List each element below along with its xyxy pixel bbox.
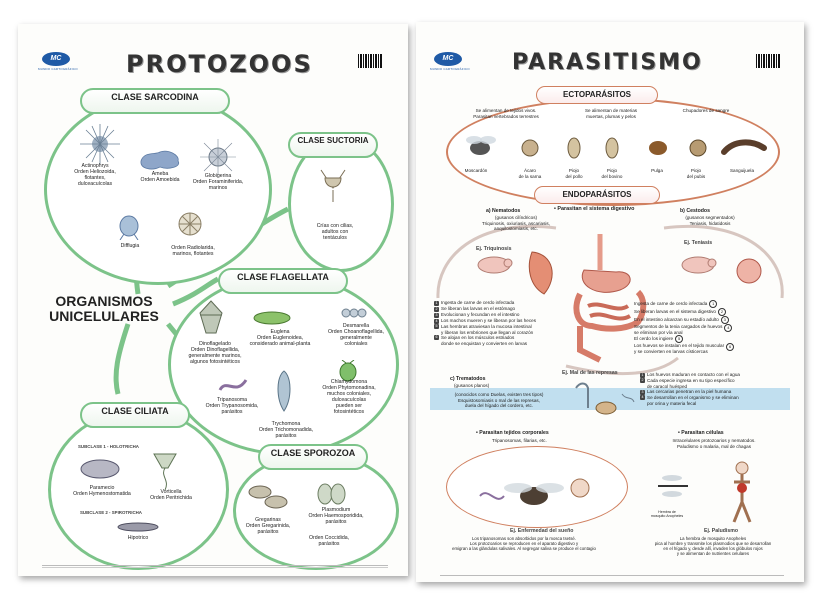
cestodos-step-4-text: Segmentos de la tenia cargados de huevos se eliminan por vía anal	[634, 324, 723, 335]
ecto-group-2-text: Se alimentan de materias muertas, plumas y pelos	[584, 108, 638, 119]
trematodos-step-1: 1 Los huevos maduran en contacto con el agua	[641, 372, 740, 377]
ecto-animal-1: Ácaro de la sarna	[518, 168, 542, 179]
organismos-unicelulares-text: ORGANISMOS UNICELULARES	[49, 293, 159, 325]
globigerina-icon	[198, 139, 238, 175]
piojo-pubis-icon	[690, 140, 706, 156]
dinoflagelado-text: Dinoflagelado Orden Dinoflagellida, generalmente marinos, algunos fotosintéticos	[188, 341, 242, 365]
ecto-animal-2: Piojo del pollo	[565, 168, 583, 179]
trychomona-label	[250, 422, 322, 440]
euglena-icon	[250, 309, 294, 327]
cestodos-step-5-text: El cerdo los ingiere	[634, 336, 674, 341]
nematodos-step-4-text: Los machos mueren y se liberan por las heces	[441, 318, 536, 323]
tissue-icon	[734, 256, 764, 286]
cestodos-steps	[634, 300, 794, 354]
ectoparasites-illustrations	[462, 126, 772, 166]
plasmodium-icon	[316, 482, 346, 506]
vorticella-icon	[150, 450, 180, 490]
globigerina-label	[186, 174, 250, 192]
plasmodium-text: Plasmodium Orden Haemosporidida, parásitos	[308, 507, 364, 525]
difflugia-text: Difflugia	[120, 243, 140, 249]
trematodos-example: Ej. Mal de las represas	[562, 370, 618, 376]
cestodos-step-2: Se liberan larvas en el sistema digestivo 2	[634, 308, 794, 316]
cells-text: La hembra de mosquito Anopheles pica al hombre y transmite los plasmodios que se desarrollan en el hígado y, desde allí, invaden los glóbulos rojos y se alimentan de nutrientes celulares	[654, 536, 772, 557]
ecto-group-1-text: Se alimentan de tejidos vivos. Parasitan vertebrados terrestres	[473, 108, 539, 119]
cestodos-step-3-text: En el intestino alcanzan su estadío adulto	[634, 317, 719, 322]
brand-logo: MC	[434, 52, 462, 66]
sporozoa-heading	[258, 444, 368, 470]
mosquito-label: Hembra de mosquito Anopheles	[650, 510, 684, 519]
ecto-group-1	[456, 108, 556, 119]
pig-icon	[474, 254, 514, 276]
trematodos-title: c) Trematodos	[450, 376, 486, 382]
desmarella-label	[324, 324, 388, 348]
difflugia-label	[110, 244, 150, 250]
nematodos-example: Ej. Triquinosis	[476, 246, 512, 252]
hipotrico-label	[114, 536, 162, 542]
piojo-bovino-icon	[606, 138, 618, 158]
coccidida-label	[294, 536, 364, 548]
gregarinas-icon	[246, 482, 290, 512]
cestodos-step-3: En el intestino alcanzan su estadío adulto 3	[634, 316, 794, 324]
nematodos-step-6: 6 Se alojan en los músculos estriados donde se enquistan y convierten en larvas	[435, 335, 528, 346]
dinoflagelado-label	[176, 342, 254, 366]
paramecio-label	[62, 486, 142, 498]
muscle-icon	[524, 248, 564, 298]
nematodos-step-2-text: Se liberan las larvas en el estómago	[441, 306, 516, 311]
gregarinas-label	[238, 518, 298, 536]
sanguijuela-icon	[724, 142, 764, 152]
paramecio-icon	[78, 456, 122, 482]
cestodos-step-4: Segmentos de la tenia cargados de huevos se eliminan por vía anal 4	[634, 324, 794, 335]
hipotrico-icon	[116, 520, 160, 534]
barcode-icon	[756, 54, 780, 68]
trychomona-icon	[274, 369, 294, 413]
ecto-animal-5: Piojo del pubis	[686, 168, 706, 179]
ameba-text: Ameba Orden Amoebida	[140, 171, 180, 183]
cestodos-title: b) Cestodos	[680, 208, 710, 214]
suctoria-label	[300, 224, 370, 242]
cestodos-step-6: Los huevos se instalan en el tejido muscular y se convierten en larvas císticercas 6	[634, 343, 794, 354]
nematodos-title: a) Nematodos	[486, 208, 521, 214]
nematodos-step-5-text: Las hembras atraviesan la mucosa intestinal y liberan los embriones que llegan al corazón	[441, 324, 534, 335]
trematodos-steps	[640, 372, 800, 406]
ecto-group-2	[566, 108, 656, 119]
parasitismo-poster	[416, 22, 804, 582]
hipotrico-text: Hipotrico	[127, 535, 149, 541]
ecto-animal-6: Sanguijuela	[729, 168, 754, 173]
cestodos-step-1: Ingesta de carne de cerdo infectada 1	[634, 300, 794, 308]
organismos-unicelulares-title	[34, 294, 174, 325]
trematodos-desc: (gusanos planos)	[454, 383, 490, 388]
euglena-label	[244, 330, 316, 348]
trematodos-step-2: 2 Cada especie ingresa en su tipo específico de caracol huésped	[641, 378, 735, 389]
tripanosoma-text: Tripanosoma Orden Trypanosomida, parásitos	[205, 397, 259, 415]
nematodos-desc: (gusanos cilíndricos) Triquinosis, oxiuriasis, ascariasis, anquilostomiasis, etc.	[482, 215, 550, 231]
nematodos-step-1-text: Ingesta de carne de cerdo infectada	[441, 300, 515, 305]
ciliata-heading	[80, 402, 190, 428]
endo-heading: ENDOPARÁSITOS	[534, 186, 660, 204]
trematodos-left-note: (conocidos como Duelas, existen tres tipos) Esquistosomiasis o mal de las represas, duela del hígado del cordero, etc.	[454, 392, 544, 408]
ecto-animal-4: Pulga	[651, 168, 663, 173]
sporozoa-heading-text: CLASE SPOROZOA	[270, 448, 356, 458]
brand-logo-subtitle: MUNDO CARTOGRÁFICO	[430, 67, 470, 71]
brand-logo-subtitle: MUNDO CARTOGRÁFICO	[38, 67, 78, 71]
vorticella-text: Vorticella Orden Peritrichida	[150, 489, 192, 501]
desmarella-icon	[340, 304, 368, 322]
pig-icon-2	[678, 254, 718, 276]
nematodos-step-2: 2 Se liberan las larvas en el estómago	[435, 306, 516, 311]
actinophrys-text: Actinophrys Orden Heliozoida, flotantes, dulceacuícolas	[74, 163, 116, 187]
brand-logo: MC	[42, 52, 70, 66]
trematodos-step-4: 4 Se desarrollan en el organismo y se eliminan por orina y materia fecal	[641, 395, 739, 406]
pulga-icon	[649, 141, 667, 155]
difflugia-icon	[114, 214, 144, 240]
footer-fineprint	[42, 565, 388, 568]
nematodos-step-4: 4 Los machos mueren y se liberan por las heces	[435, 318, 536, 323]
trematodos-step-3-text: Las cercarias penetran en la piel humana	[647, 389, 732, 394]
cestodos-step-2-text: Se liberan larvas en el sistema digestivo	[634, 309, 716, 314]
ecto-group-3	[666, 108, 746, 114]
nematodos-step-5: 5 Las hembras atraviesan la mucosa intestinal y liberan los embriones que llegan al corazón	[435, 324, 534, 335]
tsetse-illustration	[474, 466, 594, 522]
nematodos-step-3-text: Evolucionan y fecundan en el intestino	[441, 312, 520, 317]
cestodos-desc: (gusanos segmentados) Teniasis, hidatidosis	[685, 215, 735, 226]
nematodos-step-6-text: Se alojan en los músculos estriados donde se enquistan y convierten en larvas	[441, 335, 528, 346]
plasmodium-label	[298, 508, 374, 526]
ecto-group-3-text: Chupadores de sangre	[682, 108, 730, 113]
cells-heading: • Parasitan células	[678, 430, 724, 436]
cells-sub: Intracelulares protozoarios y nematodos. Paludismo o malaria, mal de chagas	[672, 438, 756, 449]
sarcodina-heading	[80, 88, 230, 114]
suctoria-heading-text: CLASE SUCTORIA	[297, 136, 369, 145]
flagellata-heading	[218, 268, 348, 294]
gregarinas-text: Gregarinas Orden Gregarinida, parásitos	[245, 517, 291, 535]
chlamydomona-label	[314, 380, 384, 416]
trematodos-step-1-text: Los huevos maduran en contacto con el agua	[647, 372, 740, 377]
nematodos-step-1: 1 Ingesta de carne de cerdo infectada	[435, 300, 515, 305]
cestodos-step-1-text: Ingesta de carne de cerdo infectada	[634, 301, 708, 306]
trematodos-step-4-text: Se desarrollan en el organismo y se eliminan por orina y materia fecal	[647, 395, 739, 406]
suctoria-icon	[313, 164, 353, 204]
radiolarida-label	[158, 246, 228, 258]
cells-example: Ej. Paludismo	[704, 528, 739, 534]
radiolarida-icon	[170, 204, 210, 244]
poster-title: PROTOZOOS	[126, 50, 313, 78]
vorticella-label	[138, 490, 204, 502]
suctoria-heading	[288, 132, 378, 158]
trematodos-cycle-illustration	[566, 378, 636, 418]
desmarella-text: Desmarella Orden Choanoflagellida, generalmente coloniales	[328, 323, 384, 347]
moscardon-icon	[466, 136, 496, 155]
cestodos-example: Ej. Teniasis	[684, 240, 713, 246]
trematodos-step-3: 3 Las cercarias penetran en la piel humana	[641, 389, 732, 394]
radiolarida-text: Orden Radiolarida, marinos, flotantes	[171, 245, 215, 257]
ecto-animal-3: Piojo del bovino	[601, 168, 623, 179]
tissues-example: Ej. Enfermedad del sueño	[510, 528, 574, 534]
tissues-text: Los tripanosomas son absorbidos por la mosca tsetsé. Los protozoarios se reproducen en el aparato digestivo y emigran a las glándulas salivales. Al segregar saliva se produce el contagio	[452, 536, 596, 552]
paramecio-text: Paramecio Orden Hymenostomatida	[73, 485, 131, 497]
nematodos-step-3: 3 Evolucionan y fecundan en el intestino	[435, 312, 520, 317]
tripanosoma-label	[196, 398, 268, 416]
subclase-2: SUBCLASE 2 - SPIROTRICHA	[80, 510, 142, 515]
subclase-1: SUBCLASE 1 - HOLOTRICHA	[78, 444, 139, 449]
globigerina-text: Globigerina Orden Foraminiferida, marinos	[192, 173, 244, 191]
tissues-heading: • Parasitan tejidos corporales	[476, 430, 549, 436]
euglena-text: Euglena Orden Euglenoidea, considerado animal-planta	[249, 329, 311, 347]
piojo-pollo-icon	[568, 138, 580, 158]
footer-fineprint	[440, 575, 784, 576]
protozoos-poster	[18, 24, 408, 576]
acaro-icon	[522, 140, 538, 156]
cestodos-step-6-text: Los huevos se instalan en el tejido muscular y se convierten en larvas císticercas	[634, 343, 725, 354]
actinophrys-label	[60, 164, 130, 188]
poster-title: PARASITISMO	[512, 50, 703, 75]
trematodos-step-2-text: Cada especie ingresa en su tipo específico de caracol huésped	[647, 378, 735, 389]
coccidida-text: Orden Coccidida, parásitos	[308, 535, 350, 547]
suctoria-text: Crías con cilias, adultos con tentáculos	[316, 223, 354, 241]
trychomona-text: Trychomona Orden Trichomonadida, parásitos	[258, 421, 314, 439]
chlamydomona-text: Chlamydomona Orden Phytomonadina, muchos coloniales, dulceacuícolas pueden ser fotosintéticos	[322, 379, 376, 415]
ciliata-heading-text: CLASE CILIATA	[101, 406, 169, 416]
dinoflagelado-icon	[196, 299, 226, 335]
ameba-icon	[138, 149, 184, 171]
nematodos-steps	[434, 300, 584, 346]
ecto-animal-0: Moscardón	[464, 168, 488, 173]
ameba-label	[130, 172, 190, 184]
ecto-heading: ECTOPARÁSITOS	[536, 86, 658, 104]
cestodos-step-5: El cerdo los ingiere 5	[634, 335, 794, 343]
flagellata-heading-text: CLASE FLAGELLATA	[237, 272, 329, 282]
tripanosoma-icon	[218, 374, 248, 398]
actinophrys-icon	[80, 124, 120, 164]
tissues-sub: Tripanosomas, filarias, etc.	[492, 438, 547, 443]
endo-intro: • Parasitan el sistema digestivo	[554, 206, 635, 212]
sarcodina-heading-text: CLASE SARCODINA	[111, 92, 199, 102]
